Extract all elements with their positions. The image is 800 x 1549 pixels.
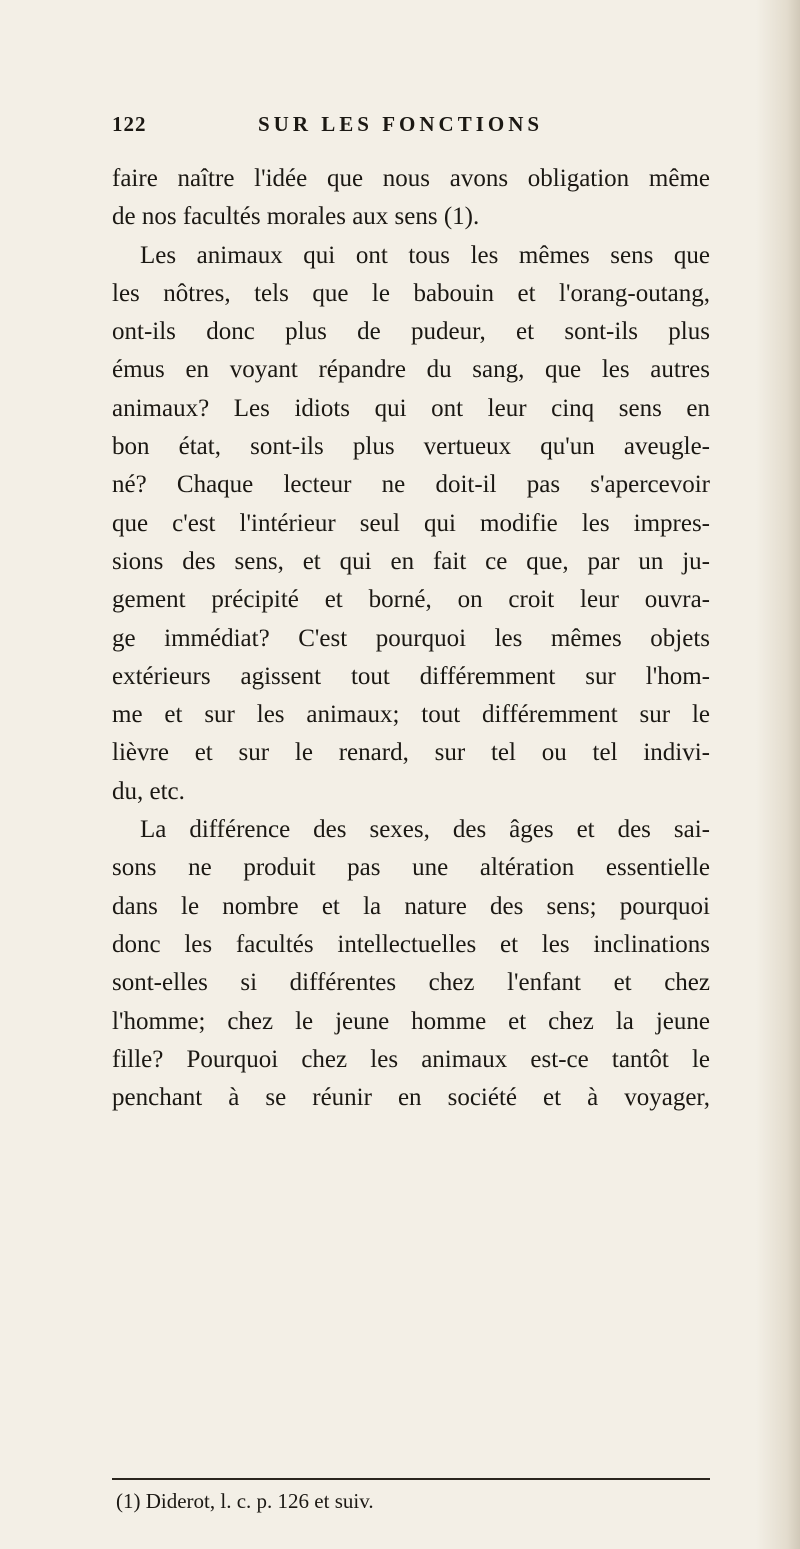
text-line: sions des sens, et qui en fait ce que, par un ju-	[112, 547, 710, 575]
text-line: La différence des sexes, des âges et des sai-	[140, 816, 710, 844]
text-line: sons ne produit pas une altération essentielle	[112, 854, 710, 882]
running-head: SUR LES FONCTIONS	[258, 112, 544, 136]
page-edge-shadow	[756, 0, 800, 1549]
footnote-rule	[112, 1478, 710, 1480]
text-line: sont-elles si différentes chez l'enfant et chez	[112, 969, 710, 997]
text-line: les nôtres, tels que le babouin et l'orang-outang,	[112, 279, 710, 307]
text-line: dans le nombre et la nature des sens; pourquoi	[112, 892, 710, 920]
text-line: que c'est l'intérieur seul qui modifie les impres-	[112, 509, 710, 537]
text-line: extérieurs agissent tout différemment sur l'hom-	[112, 662, 710, 690]
text-line: faire naître l'idée que nous avons obligation même	[112, 165, 710, 192]
text-line: Les animaux qui ont tous les mêmes sens que	[140, 241, 710, 269]
text-line: penchant à se réunir en société et à voyager,	[112, 1084, 710, 1112]
text-line: bon état, sont-ils plus vertueux qu'un aveugle-	[112, 433, 710, 461]
text-line: animaux? Les idiots qui ont leur cinq sens en	[112, 394, 710, 422]
text-line: me et sur les animaux; tout différemment sur le	[112, 701, 710, 729]
footnote: (1) Diderot, l. c. p. 126 et suiv.	[116, 1489, 374, 1513]
text-line: gement précipité et borné, on croit leur ouvra-	[112, 586, 710, 614]
text-line: né? Chaque lecteur ne doit-il pas s'apercevoir	[112, 471, 710, 499]
text-line: donc les facultés intellectuelles et les inclinations	[112, 930, 710, 958]
text-line: l'homme; chez le jeune homme et chez la jeune	[112, 1007, 710, 1035]
page-number: 122	[112, 112, 147, 136]
text-line: du, etc.	[112, 777, 185, 805]
text-line: ge immédiat? C'est pourquoi les mêmes objets	[112, 624, 710, 652]
page-header	[112, 112, 712, 142]
text-line: ont-ils donc plus de pudeur, et sont-ils plus	[112, 318, 710, 346]
text-line: fille? Pourquoi chez les animaux est-ce tantôt le	[112, 1045, 710, 1073]
text-line: de nos facultés morales aux sens (1).	[112, 203, 480, 231]
body-text	[112, 160, 710, 1117]
text-line: émus en voyant répandre du sang, que les autres	[112, 356, 710, 384]
text-line: lièvre et sur le renard, sur tel ou tel indivi-	[112, 739, 710, 767]
